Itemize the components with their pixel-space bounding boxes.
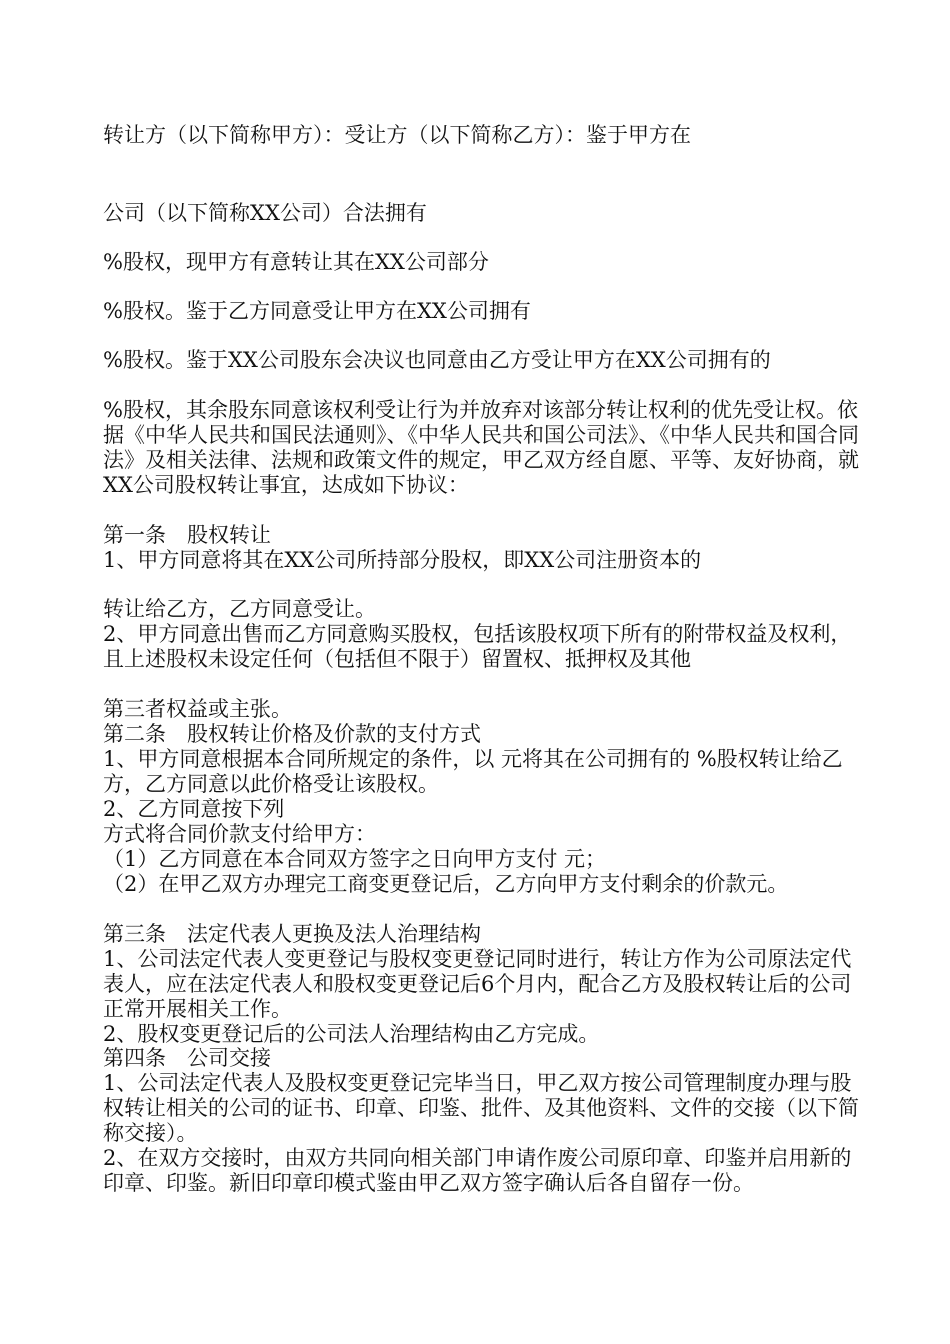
paragraph-equity-1: %股权，现甲方有意转让其在XX公司部分 <box>103 250 489 274</box>
article-1-heading: 第一条 股权转让 <box>103 523 271 547</box>
article-3-clause-2: 2、股权变更登记后的公司法人治理结构由乙方完成。 <box>103 1022 600 1046</box>
article-2-item-2: （2）在甲乙双方办理完工商变更登记后，乙方向甲方支付剩余的价款元。 <box>103 872 789 896</box>
paragraph-preamble: %股权，其余股东同意该权利受让行为并放弃对该部分转让权利的优先受让权。依据《中华人民共和国民法通则》、《中华人民共和国公司法》、《中华人民共和国合同法》及相关法律、法规和政策文件的规定，甲乙双方经自愿、平等、友好协商，就XX公司股权转让事宜，达成如下协议： <box>103 398 859 497</box>
article-3-clause-1: 1、公司法定代表人变更登记与股权变更登记同时进行，转让方作为公司原法定代表人，应在法定代表人和股权变更登记后6个月内，配合乙方及股权转让后的公司正常开展相关工作。 <box>103 947 852 1021</box>
article-1-clause-1: 1、甲方同意将其在XX公司所持部分股权，即XX公司注册资本的 <box>103 548 702 572</box>
paragraph-company: 公司（以下简称XX公司）合法拥有 <box>103 201 427 225</box>
article-2-item-1: （1）乙方同意在本合同双方签字之日向甲方支付 元； <box>103 847 607 871</box>
article-1-clause-2-cont: 第三者权益或主张。 <box>103 697 292 721</box>
article-3-heading: 第三条 法定代表人更换及法人治理结构 <box>103 922 481 946</box>
article-2-clause-2: 2、乙方同意按下列 <box>103 797 285 821</box>
paragraph-parties: 转让方（以下简称甲方）：受让方（以下简称乙方）：鉴于甲方在 <box>103 123 691 147</box>
article-1-clause-1-cont: 转让给乙方，乙方同意受让。 <box>103 597 376 621</box>
article-1-clause-2: 2、甲方同意出售而乙方同意购买股权，包括该股权项下所有的附带权益及权利，且上述股权未设定任何（包括但不限于）留置权、抵押权及其他 <box>103 622 852 671</box>
paragraph-equity-3: %股权。鉴于XX公司股东会决议也同意由乙方受让甲方在XX公司拥有的 <box>103 348 771 372</box>
article-4-heading: 第四条 公司交接 <box>103 1046 271 1070</box>
article-2-clause-2-cont: 方式将合同价款支付给甲方： <box>103 822 376 846</box>
article-2-heading: 第二条 股权转让价格及价款的支付方式 <box>103 722 481 746</box>
article-4-clause-1: 1、公司法定代表人及股权变更登记完毕当日，甲乙双方按公司管理制度办理与股权转让相关的公司的证书、印章、印鉴、批件、及其他资料、文件的交接（以下简称交接）。 <box>103 1071 859 1145</box>
article-4-clause-2: 2、在双方交接时，由双方共同向相关部门申请作废公司原印章、印鉴并启用新的印章、印鉴。新旧印章印模式鉴由甲乙双方签字确认后各自留存一份。 <box>103 1146 852 1195</box>
article-2-clause-1: 1、甲方同意根据本合同所规定的条件，以 元将其在公司拥有的 %股权转让给乙方，乙方同意以此价格受让该股权。 <box>103 747 843 796</box>
paragraph-equity-2: %股权。鉴于乙方同意受让甲方在XX公司拥有 <box>103 299 531 323</box>
